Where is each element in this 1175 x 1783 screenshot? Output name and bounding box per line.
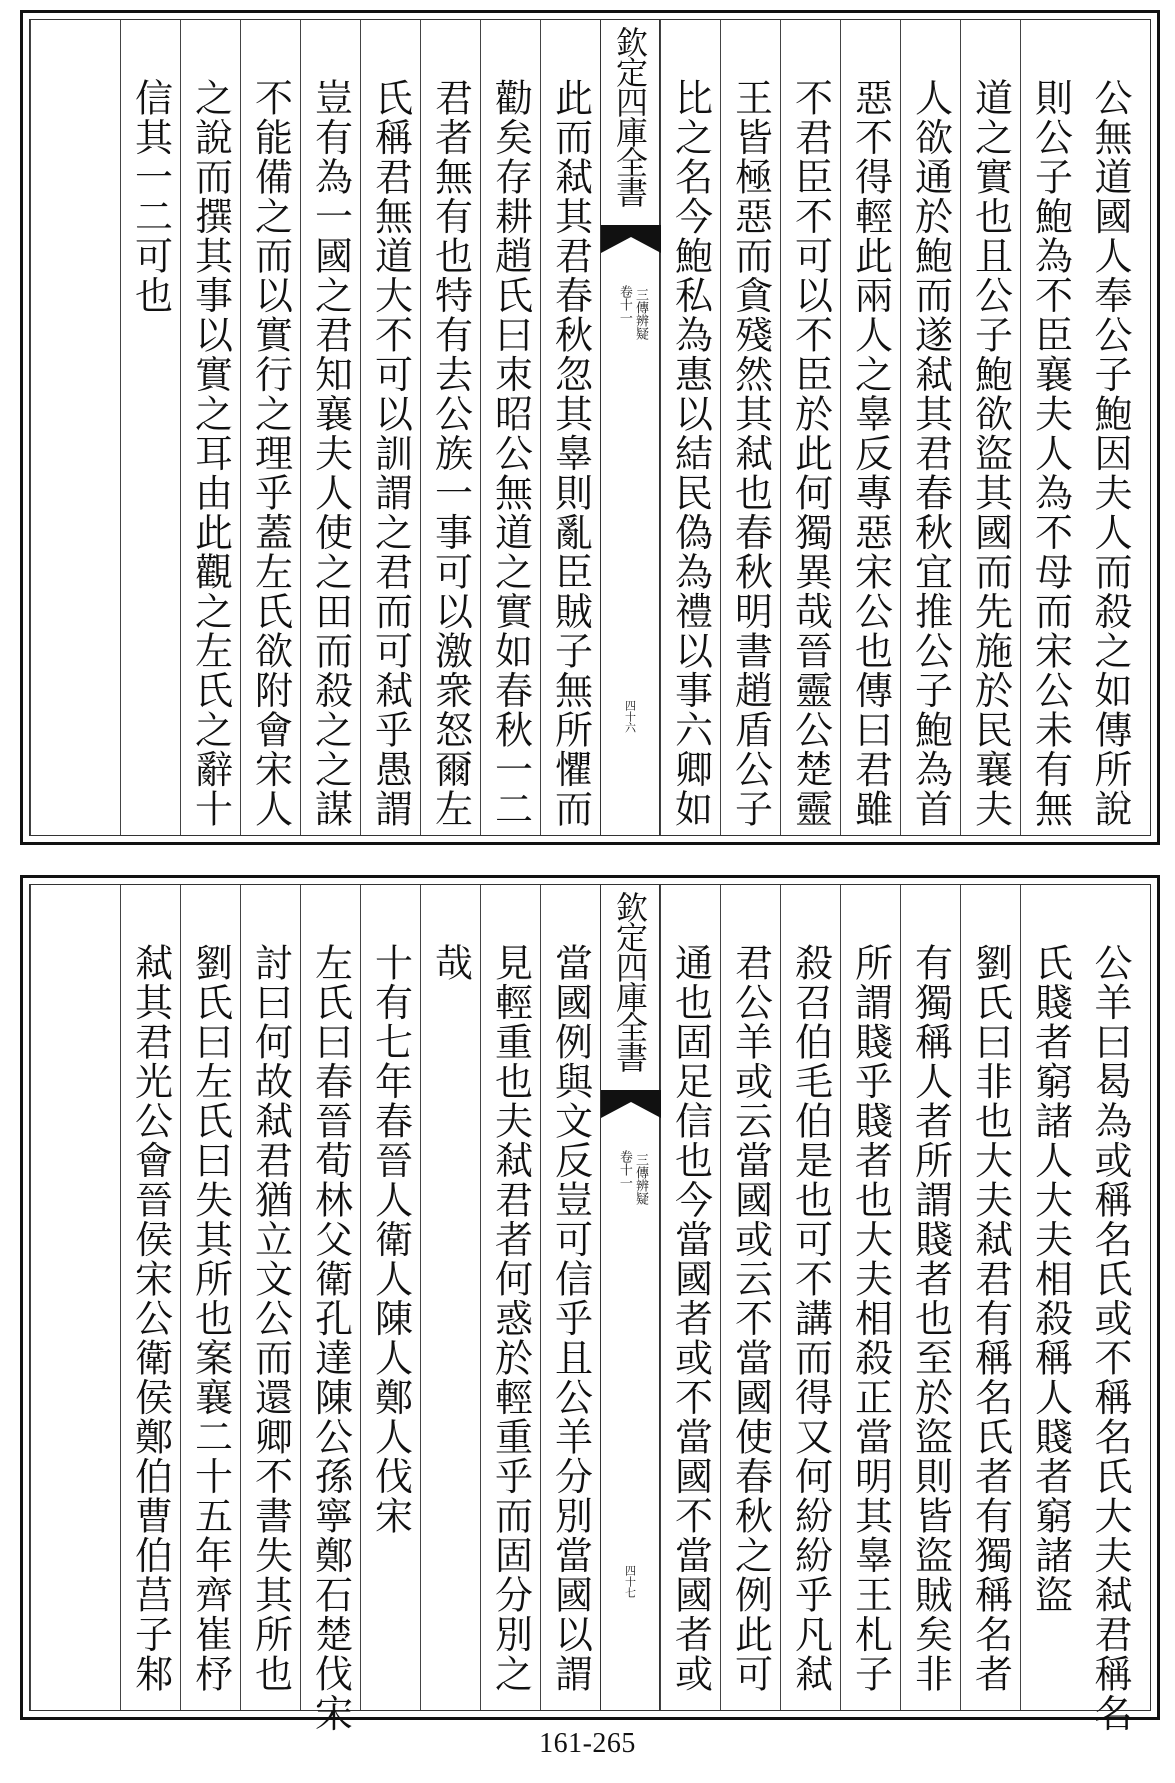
text-column [900, 20, 960, 835]
column-text: 討曰何故弒君猶立文公而還卿不書失其所也 [248, 943, 293, 1694]
volume-label: 卷十一 [616, 285, 632, 324]
column-text: 公羊曰曷為或稱名氏或不稱名氏大夫弒君稱名 [1088, 943, 1132, 1733]
column-text: 信其一二可也 [128, 78, 173, 315]
text-column [300, 20, 360, 835]
column-text: 豈有為一國之君知襄夫人使之田而殺之之謀 [308, 78, 353, 829]
text-column [540, 20, 600, 835]
text-column [540, 885, 600, 1710]
text-column [960, 885, 1020, 1710]
text-column [120, 20, 180, 835]
text-column [660, 20, 720, 835]
text-column [360, 20, 420, 835]
column-text: 氏賤者窮諸人大夫相殺稱人賤者窮諸盜 [1028, 943, 1073, 1615]
text-column [840, 20, 900, 835]
fishtail-ornament-icon [601, 1090, 661, 1120]
column-text: 有獨稱人者所謂賤者也至於盜則皆盜賊矣非 [908, 943, 953, 1694]
column-text: 公無道國人奉公子鮑因夫人而殺之如傳所說 [1088, 78, 1132, 829]
text-column [30, 885, 120, 1710]
column-text: 惡不得輕此兩人之辠反專惡宋公也傳曰君雖 [848, 78, 893, 829]
page-number: 四十六 [623, 700, 637, 733]
book-title: 三傳辨疑 [633, 288, 649, 340]
text-column [30, 20, 120, 835]
column-text: 劉氏曰非也大夫弒君有稱名氏者有獨稱名者 [968, 943, 1013, 1694]
column-text: 人欲通於鮑而遂弒其君春秋宜推公子鮑為首 [908, 78, 953, 829]
text-column [960, 20, 1020, 835]
column-text: 十有七年春晉人衛人陳人鄭人伐宋 [368, 943, 413, 1536]
collection-title: 欽定四庫全書 [611, 26, 649, 206]
column-text: 勸矣存耕趙氏曰朿昭公無道之實如春秋一二 [488, 78, 533, 829]
text-column [720, 885, 780, 1710]
column-text: 之說而撰其事以實之耳由此觀之左氏之辭十 [188, 78, 233, 829]
column-text: 殺召伯毛伯是也可不講而得又何紛紛乎凡弒 [788, 943, 833, 1694]
text-column [480, 20, 540, 835]
text-column [300, 885, 360, 1733]
column-text: 劉氏曰左氏曰失其所也案襄二十五年齊崔杼 [188, 943, 233, 1694]
book-title: 三傳辨疑 [633, 1153, 649, 1205]
upper-page-frame [29, 19, 1151, 836]
volume-label: 卷十一 [616, 1150, 632, 1189]
text-column [1020, 20, 1080, 835]
page-number: 四十七 [623, 1565, 637, 1598]
column-text: 君公羊或云當國或云不當國使春秋之例此可 [728, 943, 773, 1694]
text-column [180, 885, 240, 1710]
column-text: 則公子鮑為不臣襄夫人為不母而宋公未有無 [1028, 78, 1073, 829]
page-reference: 161-265 [539, 1728, 636, 1759]
text-column [360, 885, 420, 1710]
column-text: 君者無有也特有去公族一事可以激衆怒爾左 [428, 78, 473, 829]
text-column [780, 20, 840, 835]
text-column [180, 20, 240, 835]
text-column [120, 885, 180, 1710]
lower-page-frame [29, 884, 1151, 1733]
center-spine [600, 20, 660, 835]
column-text: 不君臣不可以不臣於此何獨異哉晉靈公楚靈 [788, 78, 833, 829]
text-column [840, 885, 900, 1710]
column-text: 哉 [428, 943, 473, 983]
column-text: 氏稱君無道大不可以訓謂之君而可弒乎愚謂 [368, 78, 413, 829]
collection-title: 欽定四庫全書 [611, 891, 649, 1071]
text-column [1080, 20, 1140, 835]
text-column [660, 885, 720, 1710]
center-spine [600, 885, 660, 1710]
lower-page [20, 875, 1160, 1733]
text-column [900, 885, 960, 1710]
column-text: 道之實也且公子鮑欲盜其國而先施於民襄夫 [968, 78, 1013, 829]
text-column [720, 20, 780, 835]
column-text: 通也固足信也今當國者或不當國不當國者或 [668, 943, 713, 1694]
text-column [1020, 885, 1080, 1710]
text-column [780, 885, 840, 1710]
column-text: 此而弒其君春秋忽其辠則亂臣賊子無所懼而 [548, 78, 593, 829]
column-text: 見輕重也夫弒君者何惑於輕重乎而固分別之 [488, 943, 533, 1694]
text-column [420, 20, 480, 835]
column-text: 當國例與文反豈可信乎且公羊分別當國以謂 [548, 943, 593, 1694]
text-column [420, 885, 480, 1710]
text-column [480, 885, 540, 1710]
upper-page [20, 10, 1160, 845]
column-text: 左氏曰春晉荀林父衛孔達陳公孫寧鄭石楚伐宋 [308, 943, 353, 1733]
column-text: 所謂賤乎賤者也大夫相殺正當明其辠王札子 [848, 943, 893, 1694]
column-text: 弒其君光公會晉侯宋公衛侯鄭伯曹伯莒子邾 [128, 943, 173, 1694]
text-column [1080, 885, 1140, 1733]
column-text: 王皆極惡而貪殘然其弒也春秋明書趙盾公子 [728, 78, 773, 829]
fishtail-ornament-icon [601, 225, 661, 255]
text-column [240, 20, 300, 835]
column-text: 不能備之而以實行之理乎蓋左氏欲附會宋人 [248, 78, 293, 829]
text-column [240, 885, 300, 1710]
column-text: 比之名今鮑私為惠以結民偽為禮以事六卿如 [668, 78, 713, 829]
